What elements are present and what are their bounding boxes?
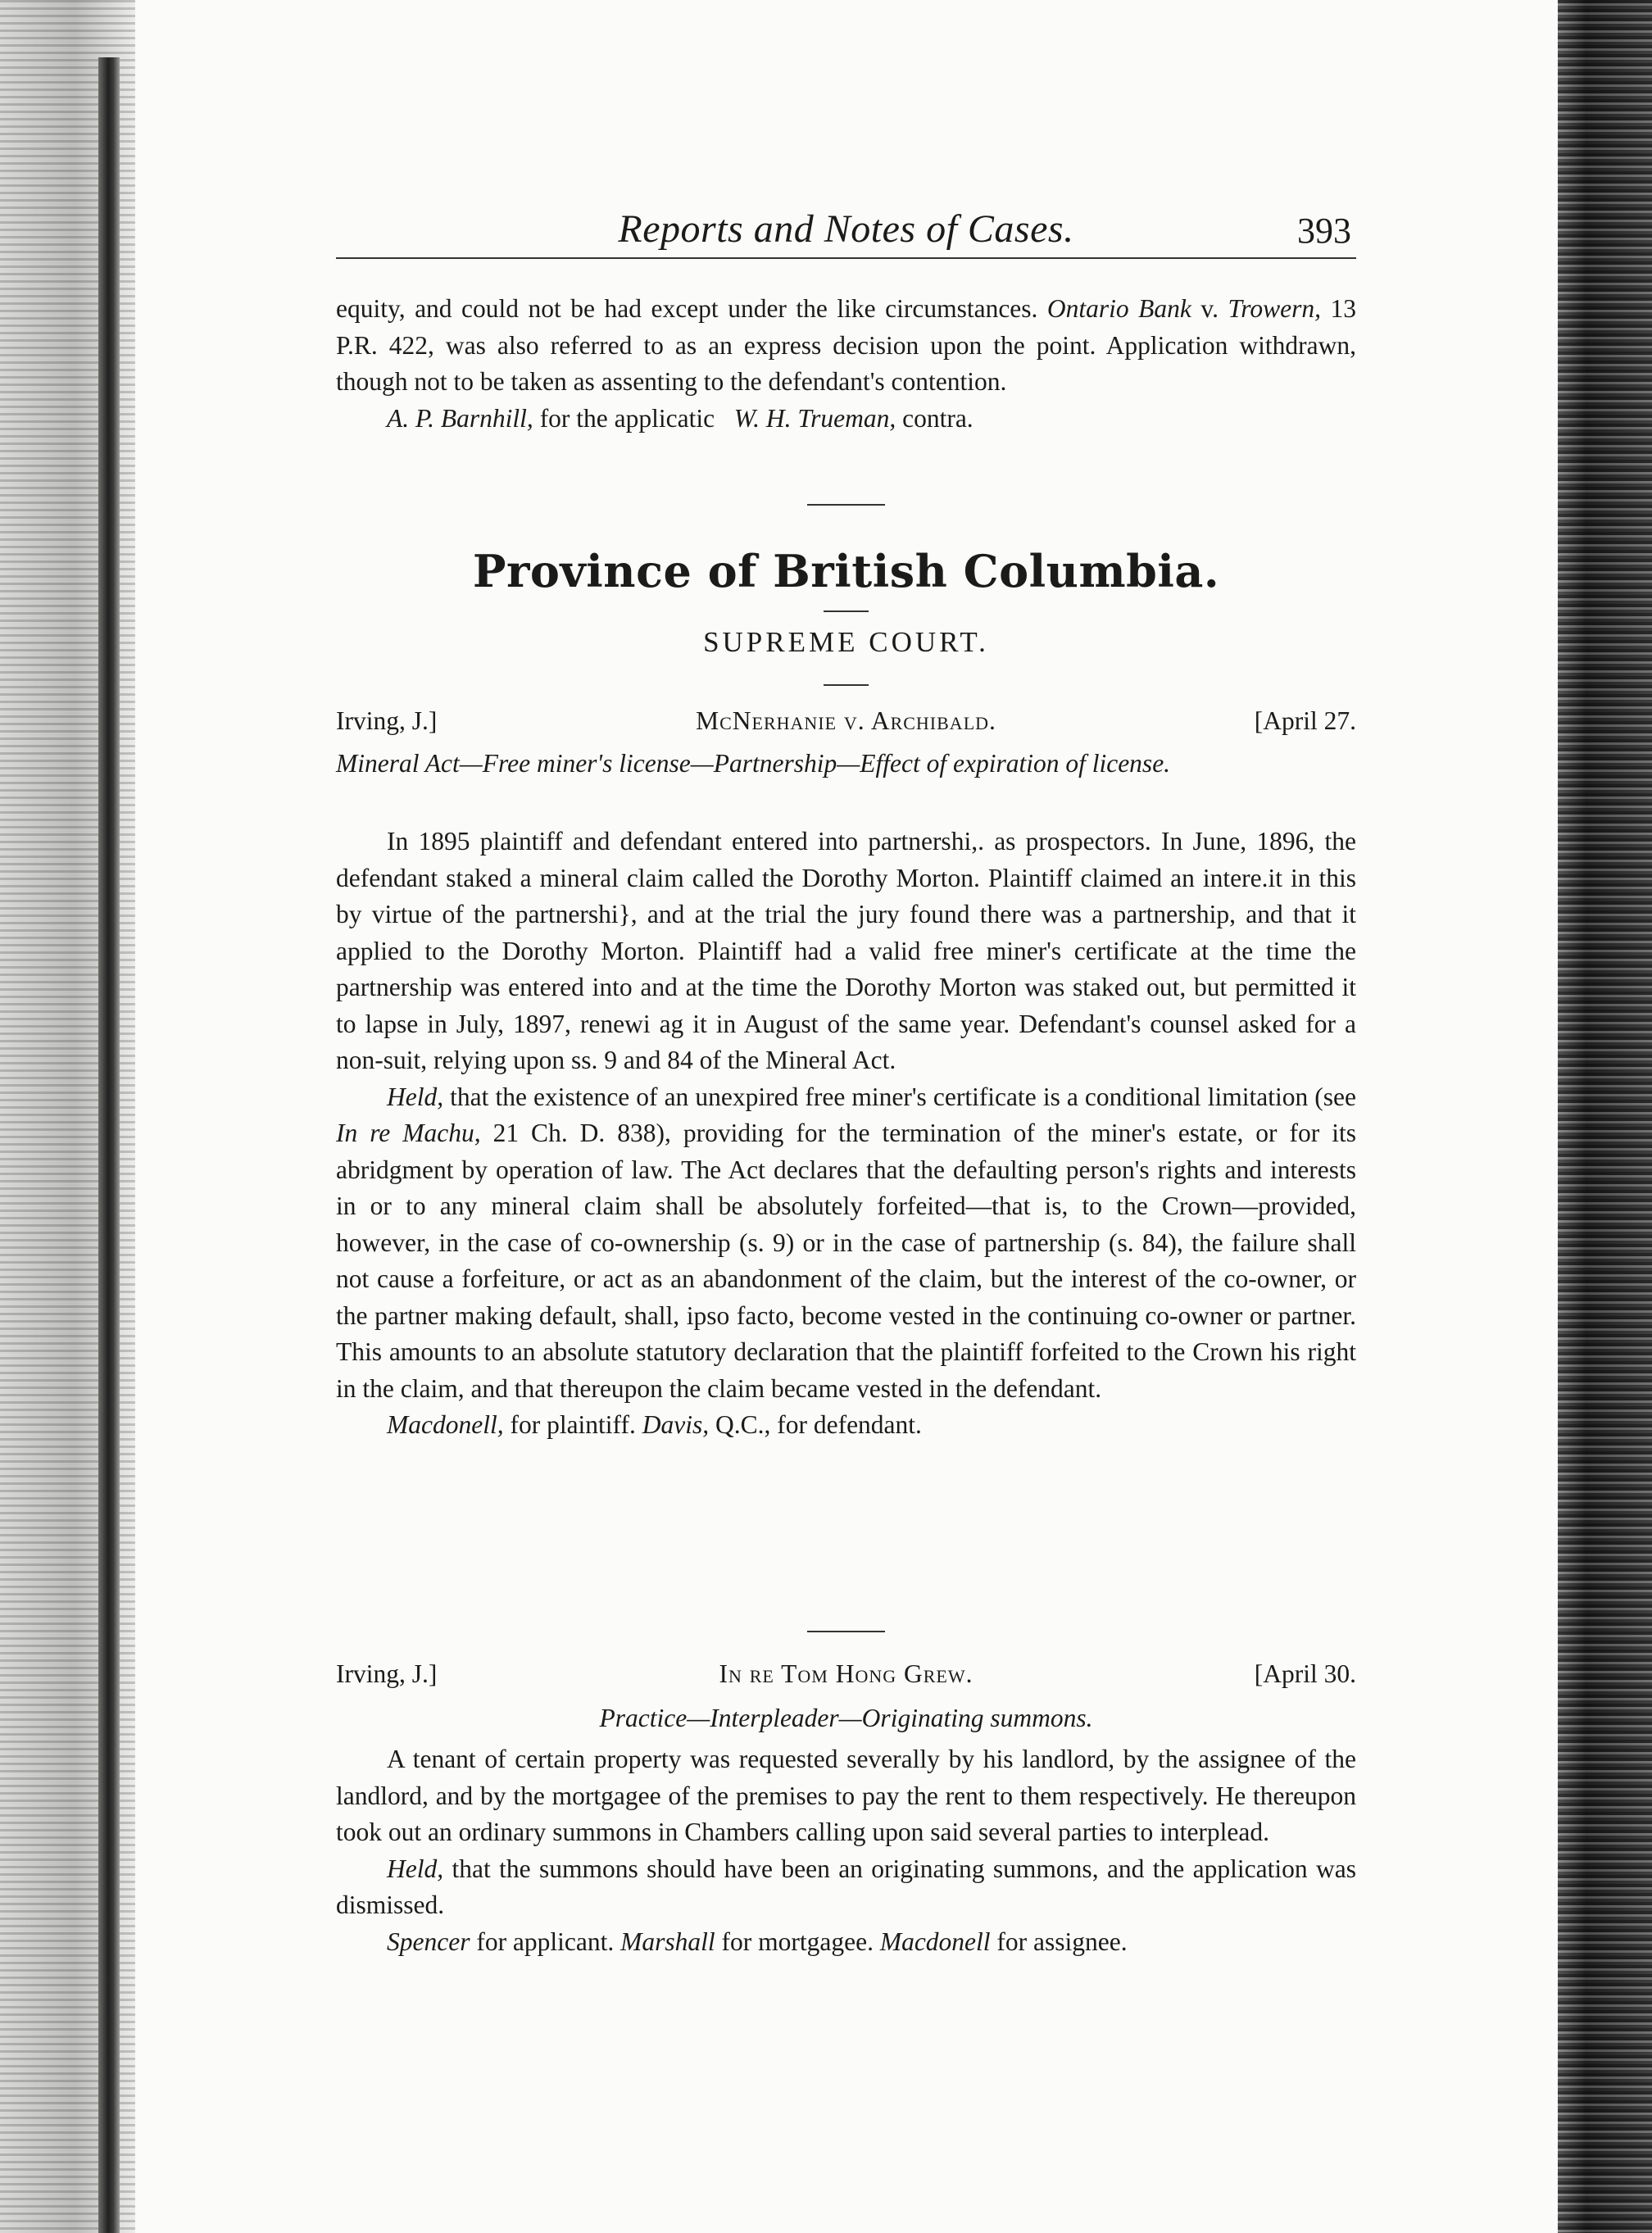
counsel-macdonell: Macdonell, [387, 1410, 504, 1439]
carryover-text-a: equity, and could not be had except under the like circumstances. [336, 294, 1047, 323]
case-holding [336, 1079, 1356, 1408]
running-header [336, 205, 1356, 259]
divider-rule [824, 610, 869, 612]
holding-text-b: 21 Ch. D. 838), providing for the termination of the miner's estate, or for its abridgment by operation of law. The Act declares that the defaulting person's rights and interests in or to any mineral claim shall be absolutely forfeited—that is, to the Crown—provided, however, in the case of co-ownership (s. 9) or in the case of partnership (s. 84), the failure shall not cause a forfeiture, or act as an abandonment of the claim, but the interest of the co-owner, or the partner making default, shall, ipso facto, become vested in the continuing co-owner or partner. This amounts to an absolute statutory declaration that the plaintiff forfeited to the Crown his right in the claim, and that thereupon the claim became vested in the defendant. [336, 1119, 1356, 1403]
case-name: In re Tom Hong Grew. [719, 1659, 974, 1688]
counsel-text-a: for plaintiff. [503, 1410, 642, 1439]
counsel-text-b: Q.C., for defendant. [709, 1410, 922, 1439]
case-heading-tom-hong-grew [336, 1659, 1356, 1695]
case-counsel [336, 1924, 1356, 1961]
divider-rule [807, 504, 885, 506]
counsel-barnhill: A. P. Barnhill, [387, 403, 533, 433]
carryover-text-b: v. [1191, 294, 1228, 323]
case-citation-ontario-bank: Ontario Bank [1046, 294, 1191, 323]
judge-name: Irving, J.] [336, 1659, 438, 1688]
counsel-text-b: contra. [896, 403, 974, 433]
case-date: [April 30. [1254, 1659, 1356, 1688]
carryover-text [336, 291, 1356, 401]
book-spine-shadow [98, 57, 120, 2233]
case-holding [336, 1851, 1356, 1924]
held-label: Held, [387, 1082, 444, 1111]
carryover-counsel [336, 401, 1356, 438]
holding-text: that the summons should have been an originating summons, and the application was dismissed. [336, 1854, 1356, 1919]
case-citation-trowern: Trowern, [1228, 294, 1321, 323]
counsel-text-c: for assignee. [990, 1927, 1128, 1956]
page-number: 393 [1297, 211, 1351, 251]
carryover-paragraph [336, 291, 1356, 437]
holding-text-a: that the existence of an unexpired free miner's certificate is a conditional limitation (see [443, 1082, 1356, 1111]
section-title: Province of British Columbia. [472, 545, 1220, 597]
running-title: Reports and Notes of Cases. [618, 207, 1074, 251]
counsel-text-a: for applicant. [470, 1927, 621, 1956]
carryover-text-c: 13 P.R. 422, was also referred to as an express decision upon the point. Application withdrawn, though not to be taken as assenting to the defendant's contention. [336, 294, 1356, 396]
judge-name: Irving, J.] [336, 706, 438, 735]
counsel-trueman: W. H. Trueman, [733, 403, 896, 433]
case-counsel [336, 1407, 1356, 1444]
case-topic: Mineral Act—Free miner's license—Partnership—Effect of expiration of license. [336, 749, 1171, 778]
page-edges-right [1558, 0, 1652, 2233]
held-label: Held, [387, 1854, 444, 1883]
counsel-text-b: for mortgagee. [715, 1927, 880, 1956]
case-date: [April 27. [1254, 706, 1356, 735]
court-heading: SUPREME COURT. [703, 626, 989, 658]
counsel-macdonell: Macdonell [879, 1927, 991, 1956]
case-body-tom-hong-grew [336, 1741, 1356, 1960]
divider-rule [807, 1631, 885, 1632]
case-body-mcnerhanie [336, 824, 1356, 1444]
case-citation-machu: In re Machu, [336, 1119, 481, 1147]
case-facts: In 1895 plaintiff and defendant entered into partnershi,. as prospectors. In June, 1896, the defendant staked a mineral claim called the Dorothy Morton. Plaintiff claimed an intere.it in this by virtue of the partnershi}, and at the trial the jury found there was a partnership, and that it applied to the Dorothy Morton. Plaintiff had a valid free miner's certificate at the time the partnership was entered into and at the time the Dorothy Morton was staked out, but permitted it to lapse in July, 1897, renewi ag it in August of the same year. Defendant's counsel asked for a non-suit, relying upon ss. 9 and 84 of the Mineral Act. [336, 827, 1356, 1074]
case-heading-mcnerhanie [336, 706, 1356, 742]
case-facts: A tenant of certain property was requested severally by his landlord, by the assignee of the landlord, and by the mortgagee of the premises to pay the rent to them respectively. He thereupon took out an ordinary summons in Chambers calling upon said several parties to interplead. [336, 1745, 1356, 1846]
counsel-davis: Davis, [642, 1410, 710, 1439]
counsel-marshall: Marshall [620, 1927, 715, 1956]
divider-rule [824, 684, 869, 686]
case-topic: Practice—Interpleader—Originating summons. [599, 1704, 1093, 1732]
counsel-spencer: Spencer [387, 1927, 470, 1956]
case-name: McNerhanie v. Archibald. [696, 706, 996, 735]
counsel-text-a: for the applicatic [533, 403, 715, 433]
